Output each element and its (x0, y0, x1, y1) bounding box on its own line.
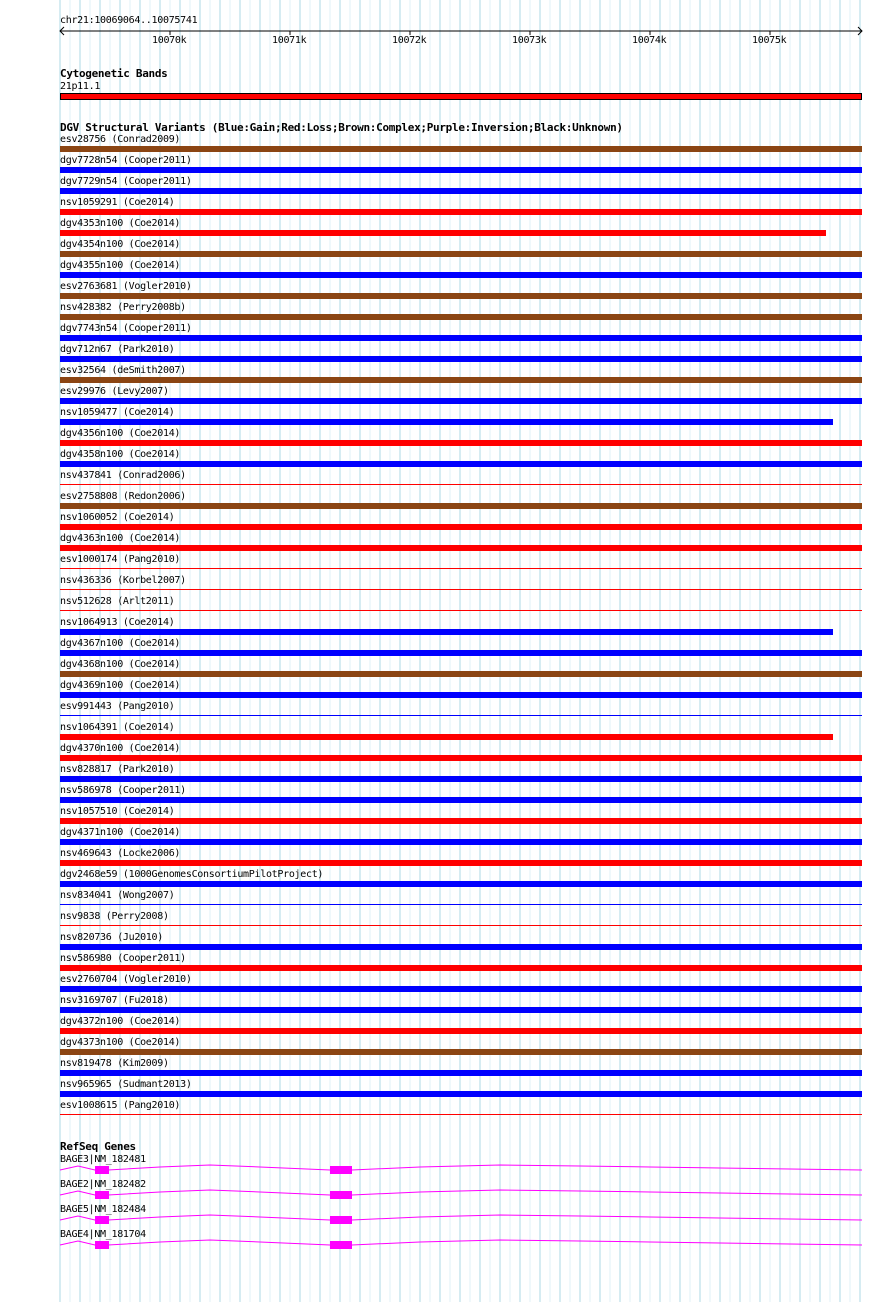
variant-bar[interactable] (60, 188, 862, 194)
cytoband-label: 21p11.1 (60, 81, 101, 92)
variant-bar[interactable] (60, 610, 862, 611)
variant-bar[interactable] (60, 1049, 862, 1055)
variant-label: dgv2468e59 (1000GenomesConsortiumPilotProject) (60, 869, 324, 880)
variant-label: dgv712n67 (Park2010) (60, 344, 175, 355)
variant-bar[interactable] (60, 589, 862, 590)
variant-label: nsv436336 (Korbel2007) (60, 575, 186, 586)
variant-bar[interactable] (60, 440, 862, 446)
variant-label: nsv1064913 (Coe2014) (60, 617, 175, 628)
variant-bar[interactable] (60, 230, 826, 236)
variant-bar[interactable] (60, 881, 862, 887)
variant-label: dgv4373n100 (Coe2014) (60, 1037, 181, 1048)
variant-label: esv991443 (Pang2010) (60, 701, 175, 712)
variant-bar[interactable] (60, 1028, 862, 1034)
variant-label: nsv437841 (Conrad2006) (60, 470, 186, 481)
variant-bar[interactable] (60, 419, 833, 425)
variant-label: esv1008615 (Pang2010) (60, 1100, 181, 1111)
variant-label: esv29976 (Levy2007) (60, 386, 169, 397)
variant-label: dgv4358n100 (Coe2014) (60, 449, 181, 460)
variant-bar[interactable] (60, 377, 862, 383)
gene-exon[interactable] (95, 1241, 109, 1249)
variant-label: nsv1057510 (Coe2014) (60, 806, 175, 817)
gene-label: BAGE4|NM_181704 (60, 1229, 146, 1240)
variant-bar[interactable] (60, 167, 862, 173)
variant-bar[interactable] (60, 461, 862, 467)
variant-label: nsv1059291 (Coe2014) (60, 197, 175, 208)
variant-label: dgv4353n100 (Coe2014) (60, 218, 181, 229)
variant-bar[interactable] (60, 335, 862, 341)
variant-bar[interactable] (60, 629, 833, 635)
variant-label: nsv1064391 (Coe2014) (60, 722, 175, 733)
variant-bar[interactable] (60, 986, 862, 992)
variant-label: dgv4371n100 (Coe2014) (60, 827, 181, 838)
variant-label: esv28756 (Conrad2009) (60, 134, 181, 145)
variant-bar[interactable] (60, 818, 862, 824)
variant-label: nsv586980 (Cooper2011) (60, 953, 186, 964)
variant-label: dgv7743n54 (Cooper2011) (60, 323, 192, 334)
variant-label: dgv4363n100 (Coe2014) (60, 533, 181, 544)
gene-label: BAGE5|NM_182484 (60, 1204, 146, 1215)
variant-label: esv2763681 (Vogler2010) (60, 281, 192, 292)
gene-exon[interactable] (330, 1191, 352, 1199)
variant-bar[interactable] (60, 398, 862, 404)
gene-label: BAGE3|NM_182481 (60, 1154, 146, 1165)
variant-bar[interactable] (60, 1007, 862, 1013)
variant-bar[interactable] (60, 650, 862, 656)
variant-bar[interactable] (60, 568, 862, 569)
variant-label: esv1000174 (Pang2010) (60, 554, 181, 565)
variant-bar[interactable] (60, 314, 862, 320)
ruler-tick-label: 10071k (272, 35, 307, 46)
variant-bar[interactable] (60, 545, 862, 551)
variant-label: nsv1059477 (Coe2014) (60, 407, 175, 418)
variant-bar[interactable] (60, 839, 862, 845)
refseq-track-title: RefSeq Genes (60, 1140, 136, 1153)
variant-label: dgv7728n54 (Cooper2011) (60, 155, 192, 166)
variant-bar[interactable] (60, 356, 862, 362)
variant-label: dgv4354n100 (Coe2014) (60, 239, 181, 250)
gene-label: BAGE2|NM_182482 (60, 1179, 146, 1190)
variant-label: dgv4369n100 (Coe2014) (60, 680, 181, 691)
variant-label: nsv834041 (Wong2007) (60, 890, 175, 901)
variant-bar[interactable] (60, 484, 862, 485)
variant-label: nsv1060052 (Coe2014) (60, 512, 175, 523)
variant-bar[interactable] (60, 715, 862, 716)
variant-label: dgv7729n54 (Cooper2011) (60, 176, 192, 187)
variant-label: nsv819478 (Kim2009) (60, 1058, 169, 1069)
variant-bar[interactable] (60, 776, 862, 782)
variant-bar[interactable] (60, 1070, 862, 1076)
variant-label: esv2758808 (Redon2006) (60, 491, 186, 502)
variant-bar[interactable] (60, 755, 862, 761)
variant-label: nsv428382 (Perry2008b) (60, 302, 186, 313)
ruler-tick-label: 10070k (152, 35, 187, 46)
variant-bar[interactable] (60, 293, 862, 299)
variant-label: nsv9838 (Perry2008) (60, 911, 169, 922)
gene-model[interactable] (0, 1237, 890, 1257)
variant-bar[interactable] (60, 272, 862, 278)
variant-bar[interactable] (60, 965, 862, 971)
variant-label: nsv828817 (Park2010) (60, 764, 175, 775)
variant-bar[interactable] (60, 146, 862, 152)
ruler-tick-label: 10073k (512, 35, 547, 46)
variant-label: dgv4372n100 (Coe2014) (60, 1016, 181, 1027)
variant-label: dgv4356n100 (Coe2014) (60, 428, 181, 439)
region-label: chr21:10069064..10075741 (60, 15, 198, 26)
variant-label: nsv3169707 (Fu2018) (60, 995, 169, 1006)
variant-label: nsv820736 (Ju2010) (60, 932, 163, 943)
cytoband-track-title: Cytogenetic Bands (60, 67, 168, 80)
variant-bar[interactable] (60, 671, 862, 677)
variant-bar[interactable] (60, 944, 862, 950)
cytoband-bar[interactable] (60, 93, 862, 100)
variant-label: dgv4367n100 (Coe2014) (60, 638, 181, 649)
variant-label: dgv4355n100 (Coe2014) (60, 260, 181, 271)
gene-exon[interactable] (330, 1216, 352, 1224)
variant-bar[interactable] (60, 925, 862, 926)
variant-label: nsv469643 (Locke2006) (60, 848, 181, 859)
gene-exon[interactable] (95, 1166, 109, 1174)
variant-label: dgv4368n100 (Coe2014) (60, 659, 181, 670)
gene-exon[interactable] (330, 1241, 352, 1249)
ruler-tick-label: 10074k (632, 35, 667, 46)
variant-bar[interactable] (60, 860, 862, 866)
variant-label: nsv512628 (Arlt2011) (60, 596, 175, 607)
variant-bar[interactable] (60, 797, 862, 803)
variant-label: esv32564 (deSmith2007) (60, 365, 186, 376)
gene-intron-line (60, 1215, 862, 1220)
variant-label: nsv586978 (Cooper2011) (60, 785, 186, 796)
ruler-tick-label: 10072k (392, 35, 427, 46)
variant-label: dgv4370n100 (Coe2014) (60, 743, 181, 754)
variant-bar[interactable] (60, 1114, 862, 1115)
gene-intron-line (60, 1190, 862, 1195)
variant-label: esv2760704 (Vogler2010) (60, 974, 192, 985)
dgv-track-title: DGV Structural Variants (Blue:Gain;Red:Loss;Brown:Complex;Purple:Inversion;Black:Unknown) (60, 121, 623, 134)
variant-bar[interactable] (60, 503, 862, 509)
variant-bar[interactable] (60, 251, 862, 257)
variant-bar[interactable] (60, 524, 862, 530)
gene-exon[interactable] (95, 1191, 109, 1199)
gene-exon[interactable] (95, 1216, 109, 1224)
variant-bar[interactable] (60, 209, 862, 215)
variant-bar[interactable] (60, 692, 862, 698)
ruler-tick-label: 10075k (752, 35, 787, 46)
variant-label: nsv965965 (Sudmant2013) (60, 1079, 192, 1090)
gene-intron-line (60, 1240, 862, 1245)
variant-bar[interactable] (60, 734, 833, 740)
gene-exon[interactable] (330, 1166, 352, 1174)
gene-intron-line (60, 1165, 862, 1170)
variant-bar[interactable] (60, 904, 862, 905)
coordinate-ruler (0, 0, 890, 60)
variant-bar[interactable] (60, 1091, 862, 1097)
